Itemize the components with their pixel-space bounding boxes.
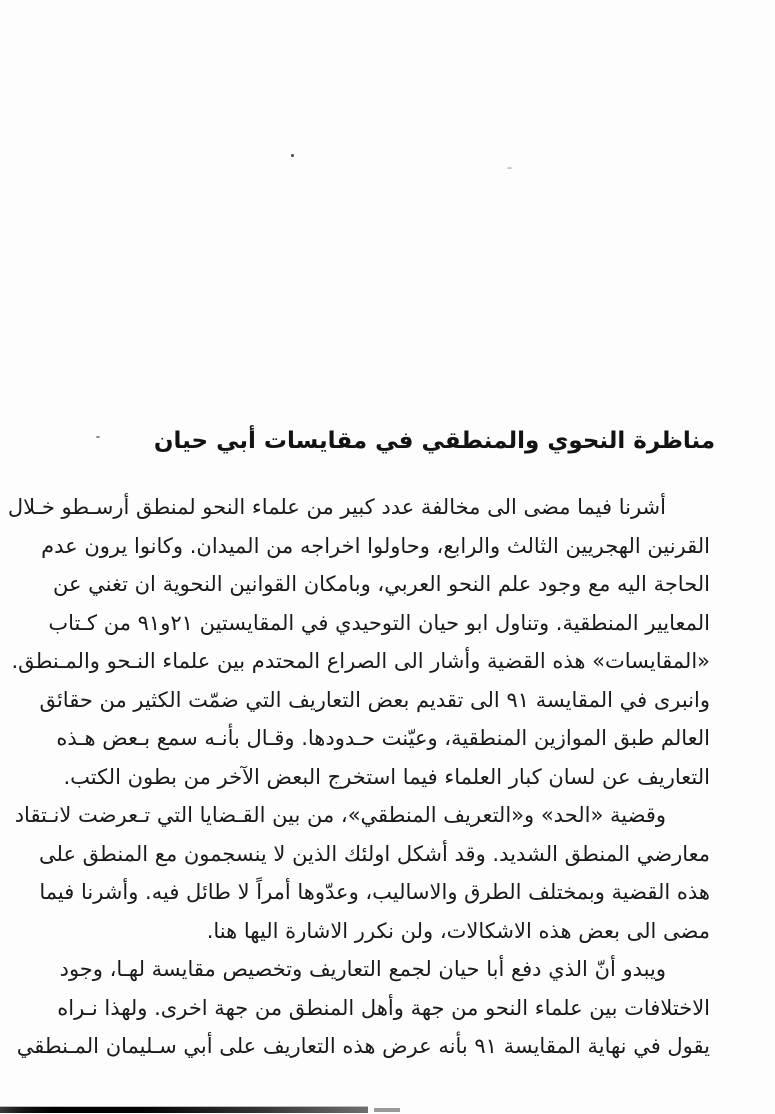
- text-line: المعايير المنطقية. وتناول ابو حيان التوحيدي في المقايستين ٢١و٩١ من كـتاب: [48, 610, 710, 635]
- text-line: أشرنا فيما مضى الى مخالفة عدد كبير من علماء النحو لمنطق أرسـطو خـلال: [7, 495, 666, 519]
- text-line: الحاجة اليه مع وجود علم النحو العربي، وبامكان القوانين النحوية ان تغني عن: [52, 572, 710, 596]
- text-line: ويبدو أنّ الذي دفع أبا حيان لجمع التعاريف وتخصيص مقايسة لهـا، وجود: [59, 957, 666, 981]
- scan-edge-artifact: [0, 1106, 368, 1113]
- text-line: يقول في نهاية المقايسة ٩١ بأنه عرض هذه التعاريف على أبي سـليمان المـنطقي: [16, 1034, 710, 1058]
- scan-speck: [96, 436, 100, 438]
- text-line: هذه القضية وبمختلف الطرق والاساليب، وعدّوها أمراً لا طائل فيه. وأشرنا فيما: [39, 880, 710, 904]
- text-line: التعاريف عن لسان كبار العلماء فيما استخرج البعض الآخر من بطون الكتب.: [63, 764, 710, 789]
- scan-speck: [291, 154, 294, 157]
- text-line: الاختلافات بين علماء النحو من جهة وأهل المنطق من جهة اخرى. ولهذا نـراه: [57, 995, 710, 1020]
- text-line: مضى الى بعض هذه الاشكالات، ولن نكرر الاشارة اليها هنا.: [206, 918, 710, 943]
- chapter-title: مناظرة النحوي والمنطقي في مقايسات أبي حيان: [153, 428, 716, 454]
- text-line: معارضي المنطق الشديد. وقد أشكل اولئك الذين لا ينسجمون مع المنطق على: [38, 841, 710, 866]
- body-text: [7, 488, 710, 1066]
- scan-edge-artifact-tail: [374, 1108, 400, 1112]
- text-line: القرنين الهجريين الثالث والرابع، وحاولوا اخراجه من الميدان. وكانوا يرون عدم: [41, 533, 710, 558]
- text-line: وانبرى في المقايسة ٩١ الى تقديم بعض التعاريف التي ضمّت الكثير من حقائق: [39, 687, 710, 712]
- text-line: «المقايسات» هذه القضية وأشار الى الصراع المحتدم بين علماء النـحو والمـنطق.: [11, 649, 710, 673]
- scan-speck: [507, 167, 512, 169]
- text-line: العالم طبق الموازين المنطقية، وعيّنت حـدودها. وقـال بأنـه سمع بـعض هـذه: [56, 726, 710, 750]
- text-line: وقضية «الحد» و«التعريف المنطقي»، من بين القـضايا التي تـعرضت لانـتقاد: [14, 803, 666, 827]
